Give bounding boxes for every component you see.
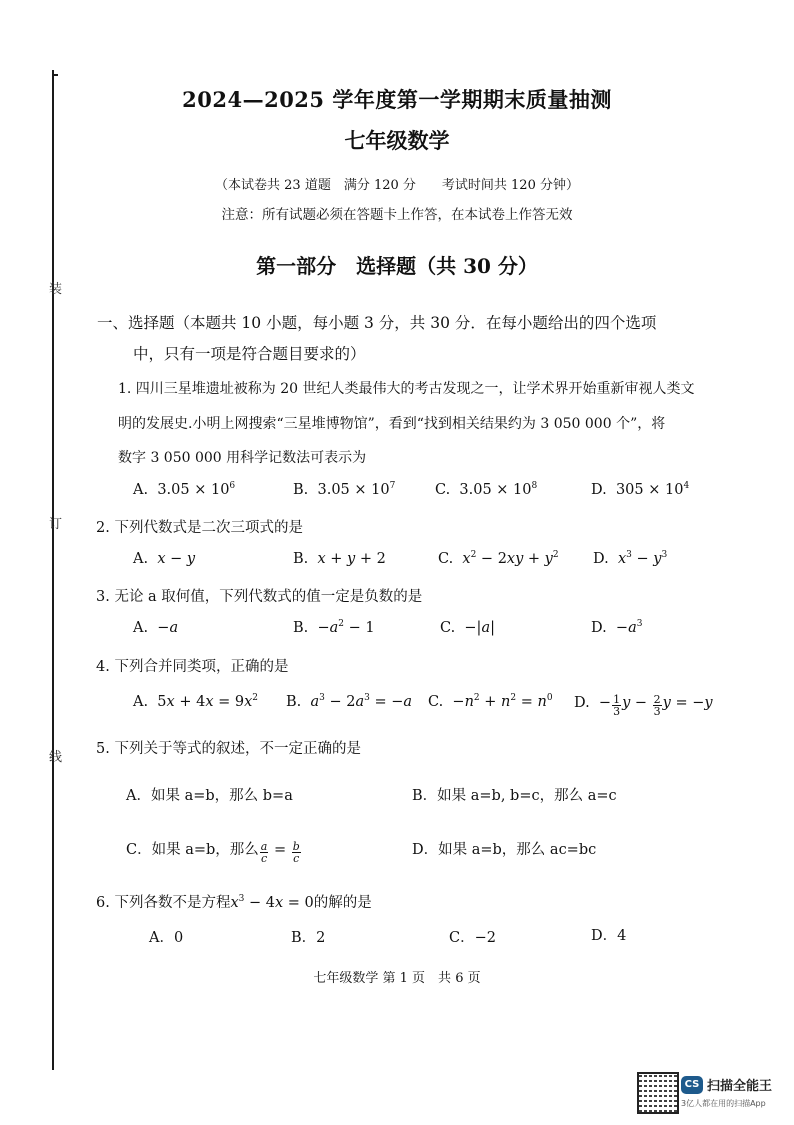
q4-option-b: B. $a^3 - 2a^3 = -a$ (286, 693, 413, 710)
qr-code-icon (637, 1072, 679, 1114)
q5-option-b: B．如果 a=b, b=c，那么 a=c (412, 788, 617, 804)
q6-option-d: D．4 (591, 928, 627, 944)
q6-option-c: C．−2 (449, 930, 496, 946)
margin-mark-ding: 订 (49, 517, 63, 532)
exam-notice: 注意：所有试题必须在答题卡上作答，在本试卷上作答无效 (221, 207, 573, 223)
q3-option-c: C. −|a| (440, 620, 495, 636)
q2-option-a: A. x − y (133, 551, 196, 567)
margin-mark-zhuang: 装 (49, 282, 63, 297)
q5-option-c: C．如果 a=b，那么 $\frac{a}{c}$ = $\frac{b}{c}$ (126, 840, 300, 865)
exam-title: 2024—2025 学年度第一学期期末质量抽测 (182, 87, 612, 112)
q3-option-d: D. $-a^3$ (591, 619, 643, 636)
q1-stem-line2: 明的发展史.小明上网搜索“三星堆博物馆”，看到“找到相关结果约为 3 050 000 个”，将 (118, 416, 666, 432)
q5-option-d: D．如果 a=b，那么 ac=bc (412, 842, 597, 858)
page-footer: 七年级数学 第 1 页 共 6 页 (313, 971, 481, 986)
q6-stem: 6. 下列各数不是方程$x^3 - 4x = 0$的解的是 (96, 894, 372, 911)
margin-mark-xian: 线 (49, 750, 63, 765)
part-title: 第一部分 选择题（共 30 分） (256, 254, 538, 278)
q2-stem: 2. 下列代数式是二次三项式的是 (96, 520, 303, 536)
camscanner-logo-icon: CS (681, 1076, 703, 1094)
binding-line-tick (52, 74, 58, 76)
camscanner-name: 扫描全能王 (707, 1079, 773, 1094)
exam-info: （本试卷共 23 道题 满分 120 分 考试时间共 120 分钟） (215, 178, 579, 193)
q4-option-d: D. − $\frac{1}{3}$ y − $\frac{2}{3}$ y = −y (574, 693, 713, 718)
camscanner-tagline: 3亿人都在用的扫描App (681, 1099, 766, 1108)
q5-option-a: A．如果 a=b，那么 b=a (126, 788, 293, 804)
q2-option-b: B. x + y + 2 (293, 551, 386, 567)
q1-option-b: B. $3.05 \times 10^7$ (293, 481, 396, 498)
exam-subject: 七年级数学 (344, 128, 450, 153)
q1-stem-line1: 1. 四川三星堆遗址被称为 20 世纪人类最伟大的考古发现之一，让学术界开始重新审视人类文 (118, 381, 695, 397)
q1-option-c: C. $3.05 \times 10^8$ (435, 481, 538, 498)
q6-option-a: A．0 (149, 930, 184, 946)
q5-stem: 5. 下列关于等式的叙述，不一定正确的是 (96, 741, 361, 757)
section-heading-line2: 中，只有一项是符合题目要求的） (133, 345, 366, 363)
q3-option-b: B. $-a^2 - 1$ (293, 619, 375, 636)
q4-stem: 4. 下列合并同类项，正确的是 (96, 659, 289, 675)
q6-option-b: B．2 (291, 930, 326, 946)
q1-option-d: D. $305 \times 10^4$ (591, 481, 690, 498)
q2-option-c: C. $x^2 - 2xy + y^2$ (438, 550, 559, 567)
q2-option-d: D. $x^3 - y^3$ (593, 550, 668, 567)
q3-option-a: A. −a (133, 620, 179, 636)
q1-stem-line3: 数字 3 050 000 用科学记数法可表示为 (118, 450, 367, 466)
section-heading-line1: 一、选择题（本题共 10 小题，每小题 3 分，共 30 分．在每小题给出的四个选项 (97, 314, 657, 332)
q4-option-c: C. $-n^2 + n^2 = n^0$ (428, 693, 553, 710)
q1-option-a: A. $3.05 \times 10^6$ (133, 481, 236, 498)
q3-stem: 3. 无论 a 取何值，下列代数式的值一定是负数的是 (96, 589, 423, 605)
q4-option-a: A. $5x + 4x = 9x^2$ (133, 693, 259, 710)
